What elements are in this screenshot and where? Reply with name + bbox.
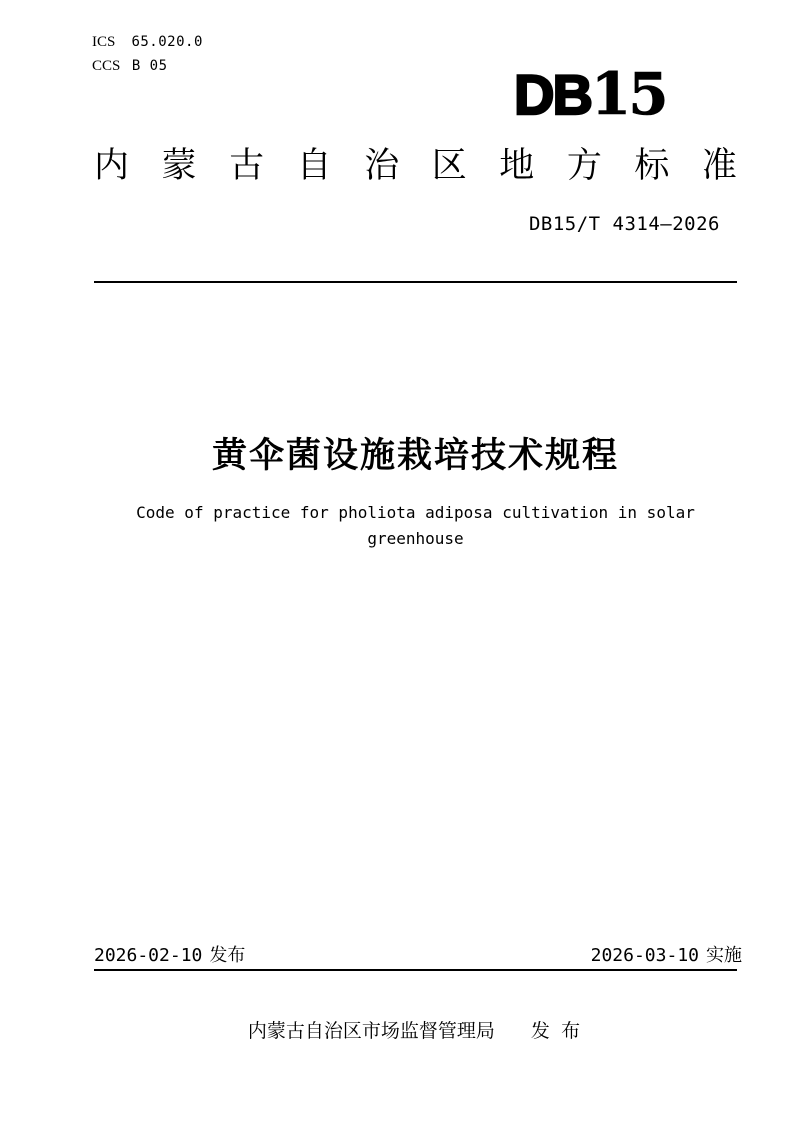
ics-code-row [92, 30, 203, 54]
category-title-char: 标 [634, 146, 670, 185]
issue-date-group [94, 944, 245, 967]
publisher-row [94, 1020, 737, 1044]
db-logo-region-code: 15 [590, 60, 666, 128]
category-title-char: 区 [431, 146, 467, 185]
publisher-name: 内蒙古自治区市场监督管理局 [247, 1021, 495, 1042]
bottom-rule-line [94, 969, 737, 971]
category-title-char: 准 [701, 146, 737, 185]
ics-value: 65.020.0 [131, 34, 203, 50]
category-title-char: 内 [94, 146, 130, 185]
issue-label: 发布 [209, 945, 246, 965]
issue-date: 2026-02-10 [94, 945, 203, 966]
document-title-en: Code of practice for pholiota adiposa cultivation in solar greenhouse [136, 503, 695, 548]
document-title-zh: 黄伞菌设施栽培技术规程 [211, 436, 619, 475]
db-logo-prefix: DB [514, 63, 591, 126]
category-title-char: 地 [499, 146, 535, 185]
publish-label: 发 布 [530, 1021, 584, 1042]
standard-category-title [94, 147, 737, 185]
standard-number: DB15/T 4314—2026 [528, 213, 720, 235]
top-rule-line [94, 281, 737, 283]
ccs-code-row [92, 54, 203, 78]
category-title-char: 治 [364, 146, 400, 185]
ccs-value: B 05 [131, 58, 168, 74]
ccs-label: CCS [92, 58, 121, 74]
ics-label: ICS [92, 34, 116, 50]
category-title-char: 自 [296, 146, 332, 185]
implementation-date-group [591, 944, 742, 967]
implementation-date: 2026-03-10 [590, 945, 699, 966]
db15-logo [514, 60, 666, 128]
dates-row [94, 944, 742, 967]
category-title-char: 蒙 [161, 146, 197, 185]
implementation-label: 实施 [706, 945, 742, 965]
category-title-char: 方 [566, 146, 602, 185]
classification-codes [92, 30, 203, 78]
category-title-char: 古 [229, 146, 265, 185]
